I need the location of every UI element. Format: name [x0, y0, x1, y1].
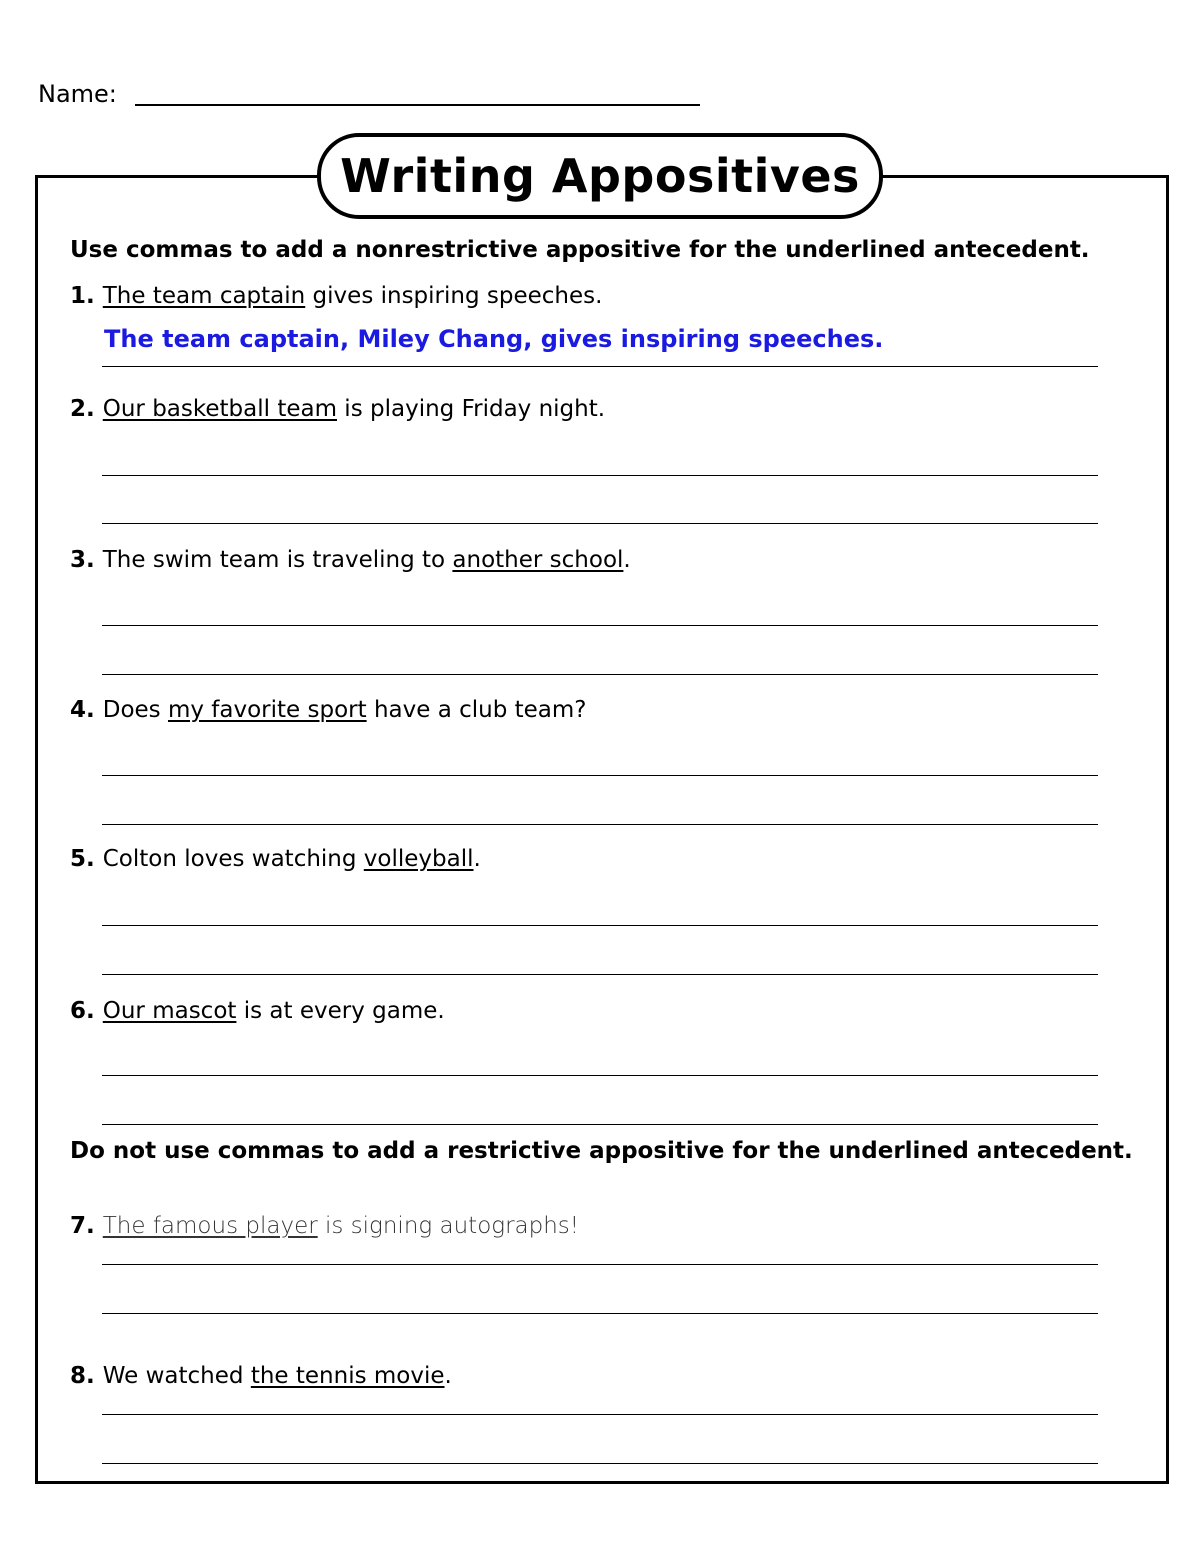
question-text-post: have a club team? [366, 697, 587, 723]
question-text-post: is playing Friday night. [337, 396, 606, 422]
answer-line[interactable] [102, 1124, 1098, 1125]
question-number: 6. [70, 998, 95, 1024]
question-text-post: gives inspiring speeches. [305, 283, 603, 309]
question-text-post: . [473, 846, 481, 872]
question-number: 7. [70, 1213, 95, 1239]
answer-line[interactable] [102, 625, 1098, 626]
question-4 [70, 696, 587, 724]
question-number: 8. [70, 1363, 95, 1389]
instruction-nonrestrictive: Use commas to add a nonrestrictive appositive for the underlined antecedent. [70, 237, 1090, 263]
title-banner [317, 133, 883, 219]
question-8 [70, 1362, 452, 1390]
question-text-post: is signing autographs! [317, 1213, 580, 1239]
question-1 [70, 282, 602, 310]
question-text-pre: Does [102, 697, 168, 723]
worksheet-frame [35, 175, 1169, 1484]
question-text-post: is at every game. [236, 998, 445, 1024]
question-number: 4. [70, 697, 95, 723]
question-number: 1. [70, 283, 95, 309]
instruction-restrictive: Do not use commas to add a restrictive appositive for the underlined antecedent. [70, 1138, 1133, 1164]
underlined-antecedent: The team captain [102, 283, 306, 309]
underlined-antecedent: Our basketball team [102, 396, 337, 422]
underlined-antecedent: another school [452, 547, 624, 573]
name-label: Name: [38, 80, 117, 108]
answer-line[interactable] [102, 775, 1098, 776]
question-text-pre: The swim team is traveling to [102, 547, 453, 573]
answer-line[interactable] [102, 1264, 1098, 1265]
answer-line[interactable] [102, 1075, 1098, 1076]
answer-line[interactable] [102, 925, 1098, 926]
question-text-pre: Colton loves watching [102, 846, 364, 872]
name-write-line[interactable] [135, 104, 700, 106]
question-text-post: . [444, 1363, 452, 1389]
question-3 [70, 546, 631, 574]
answer-line[interactable] [102, 366, 1098, 367]
page-title: Writing Appositives [340, 149, 860, 203]
answer-line[interactable] [102, 974, 1098, 975]
question-6 [70, 997, 445, 1025]
question-text-post: . [623, 547, 631, 573]
answer-line[interactable] [102, 1463, 1098, 1464]
answer-line[interactable] [102, 674, 1098, 675]
answer-line[interactable] [102, 1414, 1098, 1415]
question-number: 2. [70, 396, 95, 422]
answer-line[interactable] [102, 523, 1098, 524]
question-7 [70, 1212, 579, 1240]
underlined-antecedent: volleyball [363, 846, 474, 872]
answer-line[interactable] [102, 475, 1098, 476]
answer-line[interactable] [102, 1313, 1098, 1314]
underlined-antecedent: The famous player [102, 1213, 318, 1239]
question-number: 5. [70, 846, 95, 872]
question-5 [70, 845, 481, 873]
underlined-antecedent: my favorite sport [167, 697, 367, 723]
question-number: 3. [70, 547, 95, 573]
underlined-antecedent: Our mascot [102, 998, 237, 1024]
underlined-antecedent: the tennis movie [250, 1363, 445, 1389]
question-2 [70, 395, 605, 423]
question-text-pre: We watched [102, 1363, 251, 1389]
example-answer: The team captain, Miley Chang, gives inspiring speeches. [104, 325, 884, 353]
answer-line[interactable] [102, 824, 1098, 825]
